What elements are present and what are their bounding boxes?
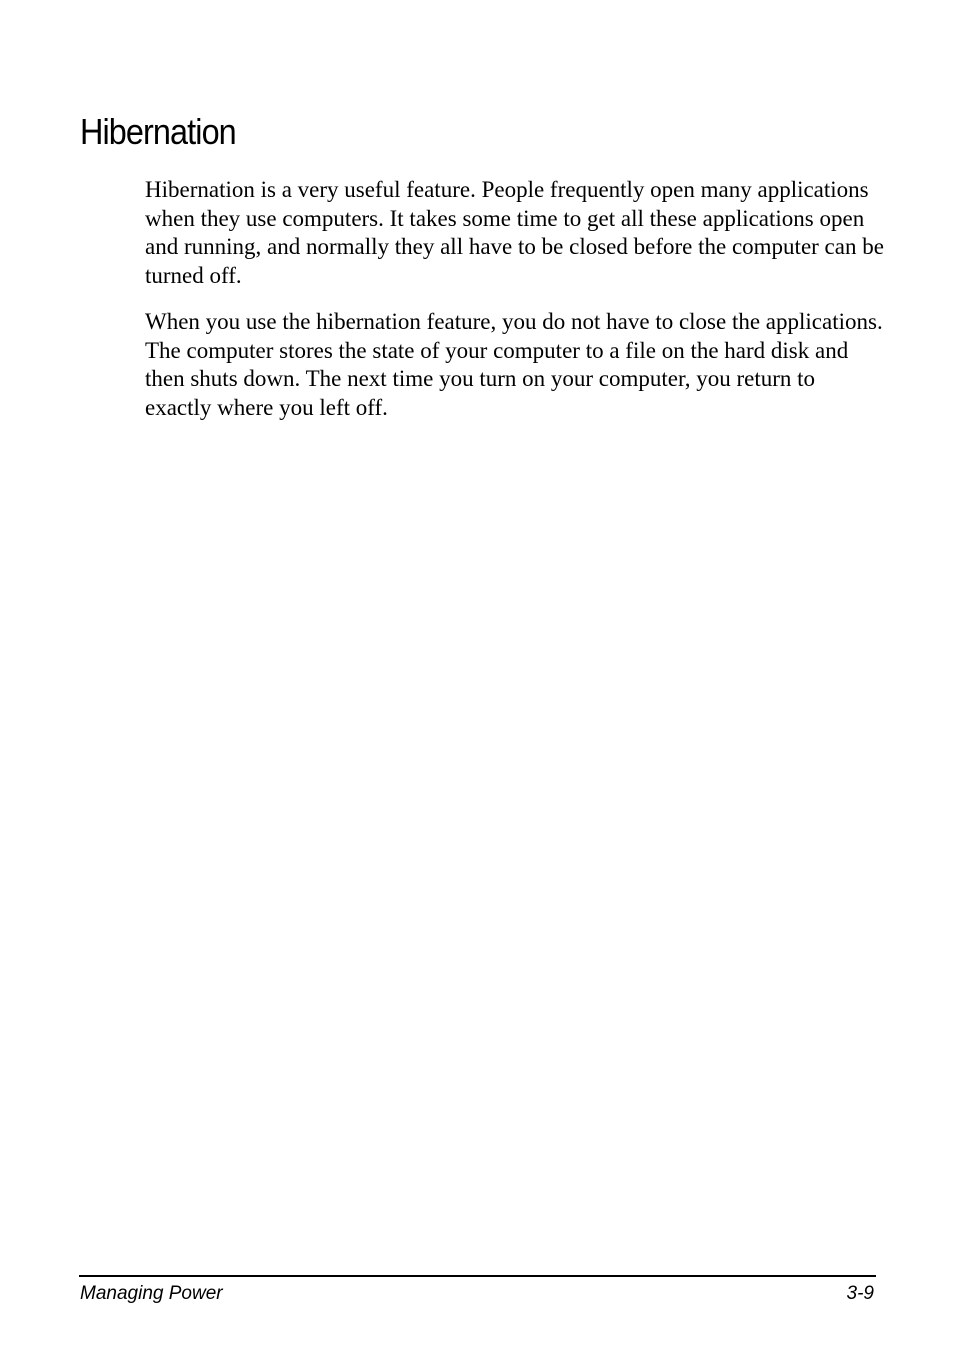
footer-page-number: 3-9 <box>846 1283 874 1304</box>
footer-rule <box>79 1275 876 1277</box>
paragraph: When you use the hibernation feature, you do not have to close the applications. The computer stores the state of your computer to a file on the hard disk and then shuts down. The next time you turn on your computer, you return to exactly where you left off. <box>145 309 883 420</box>
footer-section-title: Managing Power <box>80 1283 223 1304</box>
page-heading: Hibernation <box>80 111 236 152</box>
body-text <box>145 176 885 440</box>
paragraph: Hibernation is a very useful feature. People frequently open many applications when they use computers. It takes some time to get all these applications open and running, and normally they all have to be closed before the computer can be turned off. <box>145 177 884 288</box>
